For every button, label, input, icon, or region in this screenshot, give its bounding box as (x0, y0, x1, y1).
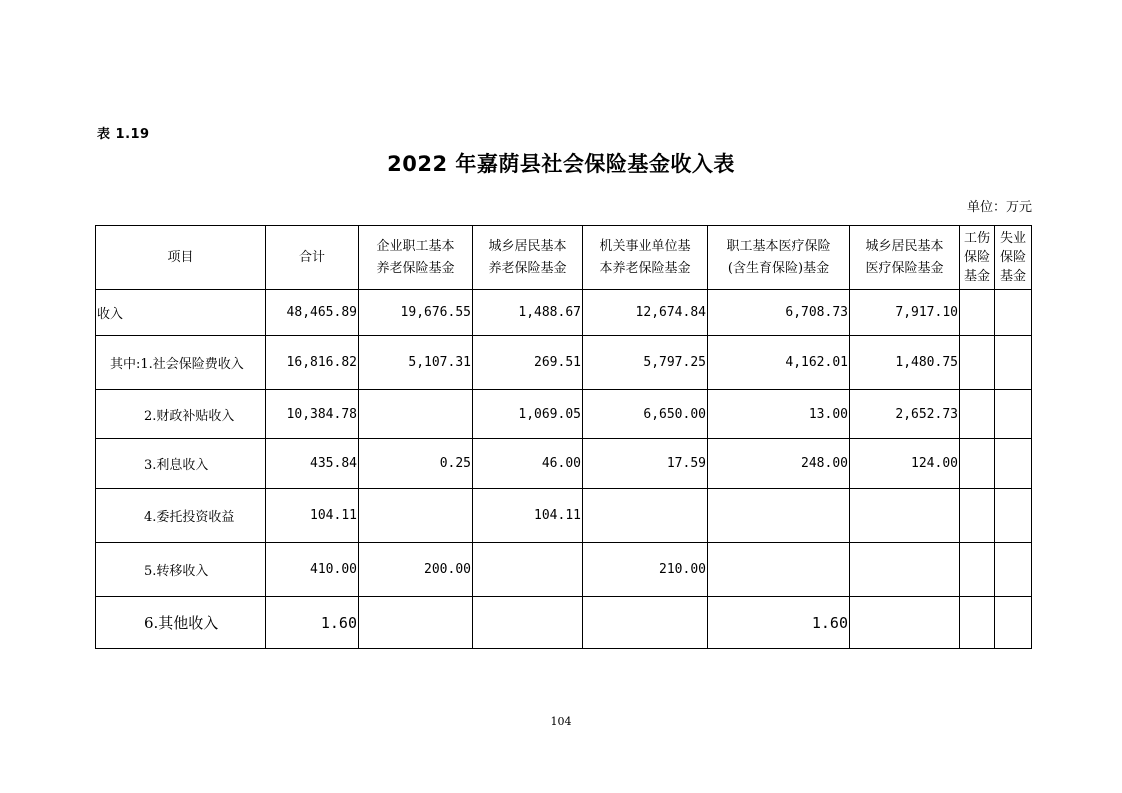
cell (359, 597, 473, 649)
header-employee-medical: 职工基本医疗保险 (含生育保险)基金 (708, 226, 850, 290)
cell (995, 290, 1032, 336)
cell (995, 489, 1032, 543)
cell: 1.60 (266, 597, 359, 649)
cell: 19,676.55 (359, 290, 473, 336)
cell (473, 543, 583, 597)
cell (960, 543, 995, 597)
cell: 12,674.84 (583, 290, 708, 336)
cell (995, 390, 1032, 439)
header-resident-pension: 城乡居民基本 养老保险基金 (473, 226, 583, 290)
header-item: 项目 (96, 226, 266, 290)
table-number: 表 1.19 (97, 127, 150, 142)
income-table (95, 225, 1032, 649)
cell: 5,107.31 (359, 336, 473, 390)
header-total: 合计 (266, 226, 359, 290)
header-unemployment: 失业 保险 基金 (995, 226, 1032, 290)
cell (960, 336, 995, 390)
table-header-row (96, 226, 1032, 290)
header-institution-pension: 机关事业单位基 本养老保险基金 (583, 226, 708, 290)
cell: 200.00 (359, 543, 473, 597)
table-row (96, 597, 1032, 649)
cell (708, 543, 850, 597)
header-resident-medical: 城乡居民基本 医疗保险基金 (850, 226, 960, 290)
table-row (96, 543, 1032, 597)
cell: 1,488.67 (473, 290, 583, 336)
cell (995, 439, 1032, 489)
cell: 410.00 (266, 543, 359, 597)
cell: 10,384.78 (266, 390, 359, 439)
cell (583, 489, 708, 543)
table-row (96, 390, 1032, 439)
cell (708, 489, 850, 543)
header-work-injury: 工伤 保险 基金 (960, 226, 995, 290)
row-label: 2.财政补贴收入 (96, 390, 266, 439)
cell (995, 543, 1032, 597)
cell: 124.00 (850, 439, 960, 489)
page-number: 104 (550, 715, 572, 728)
cell (473, 597, 583, 649)
cell (850, 489, 960, 543)
cell: 6,650.00 (583, 390, 708, 439)
cell (960, 489, 995, 543)
cell (359, 390, 473, 439)
table-row (96, 489, 1032, 543)
row-label: 3.利息收入 (96, 439, 266, 489)
row-label: 6.其他收入 (96, 597, 266, 649)
cell (850, 543, 960, 597)
cell (960, 390, 995, 439)
cell (359, 489, 473, 543)
unit-label: 单位：万元 (966, 200, 1032, 215)
cell (995, 597, 1032, 649)
table-row (96, 439, 1032, 489)
cell: 104.11 (473, 489, 583, 543)
table-row (96, 290, 1032, 336)
cell: 4,162.01 (708, 336, 850, 390)
cell (850, 597, 960, 649)
table-row (96, 336, 1032, 390)
cell: 1.60 (708, 597, 850, 649)
cell: 5,797.25 (583, 336, 708, 390)
cell: 2,652.73 (850, 390, 960, 439)
cell: 0.25 (359, 439, 473, 489)
cell: 6,708.73 (708, 290, 850, 336)
cell (960, 597, 995, 649)
page-title: 2022 年嘉荫县社会保险基金收入表 (387, 152, 735, 176)
cell: 13.00 (708, 390, 850, 439)
cell: 1,069.05 (473, 390, 583, 439)
cell: 48,465.89 (266, 290, 359, 336)
row-label: 其中:1.社会保险费收入 (96, 336, 266, 390)
cell (583, 597, 708, 649)
cell (960, 439, 995, 489)
header-enterprise-pension: 企业职工基本 养老保险基金 (359, 226, 473, 290)
cell (960, 290, 995, 336)
cell: 210.00 (583, 543, 708, 597)
cell (995, 336, 1032, 390)
row-label: 5.转移收入 (96, 543, 266, 597)
cell: 269.51 (473, 336, 583, 390)
cell: 16,816.82 (266, 336, 359, 390)
cell: 1,480.75 (850, 336, 960, 390)
cell: 104.11 (266, 489, 359, 543)
cell: 248.00 (708, 439, 850, 489)
cell: 435.84 (266, 439, 359, 489)
row-label: 4.委托投资收益 (96, 489, 266, 543)
row-label: 收入 (96, 290, 266, 336)
cell: 17.59 (583, 439, 708, 489)
cell: 46.00 (473, 439, 583, 489)
cell: 7,917.10 (850, 290, 960, 336)
